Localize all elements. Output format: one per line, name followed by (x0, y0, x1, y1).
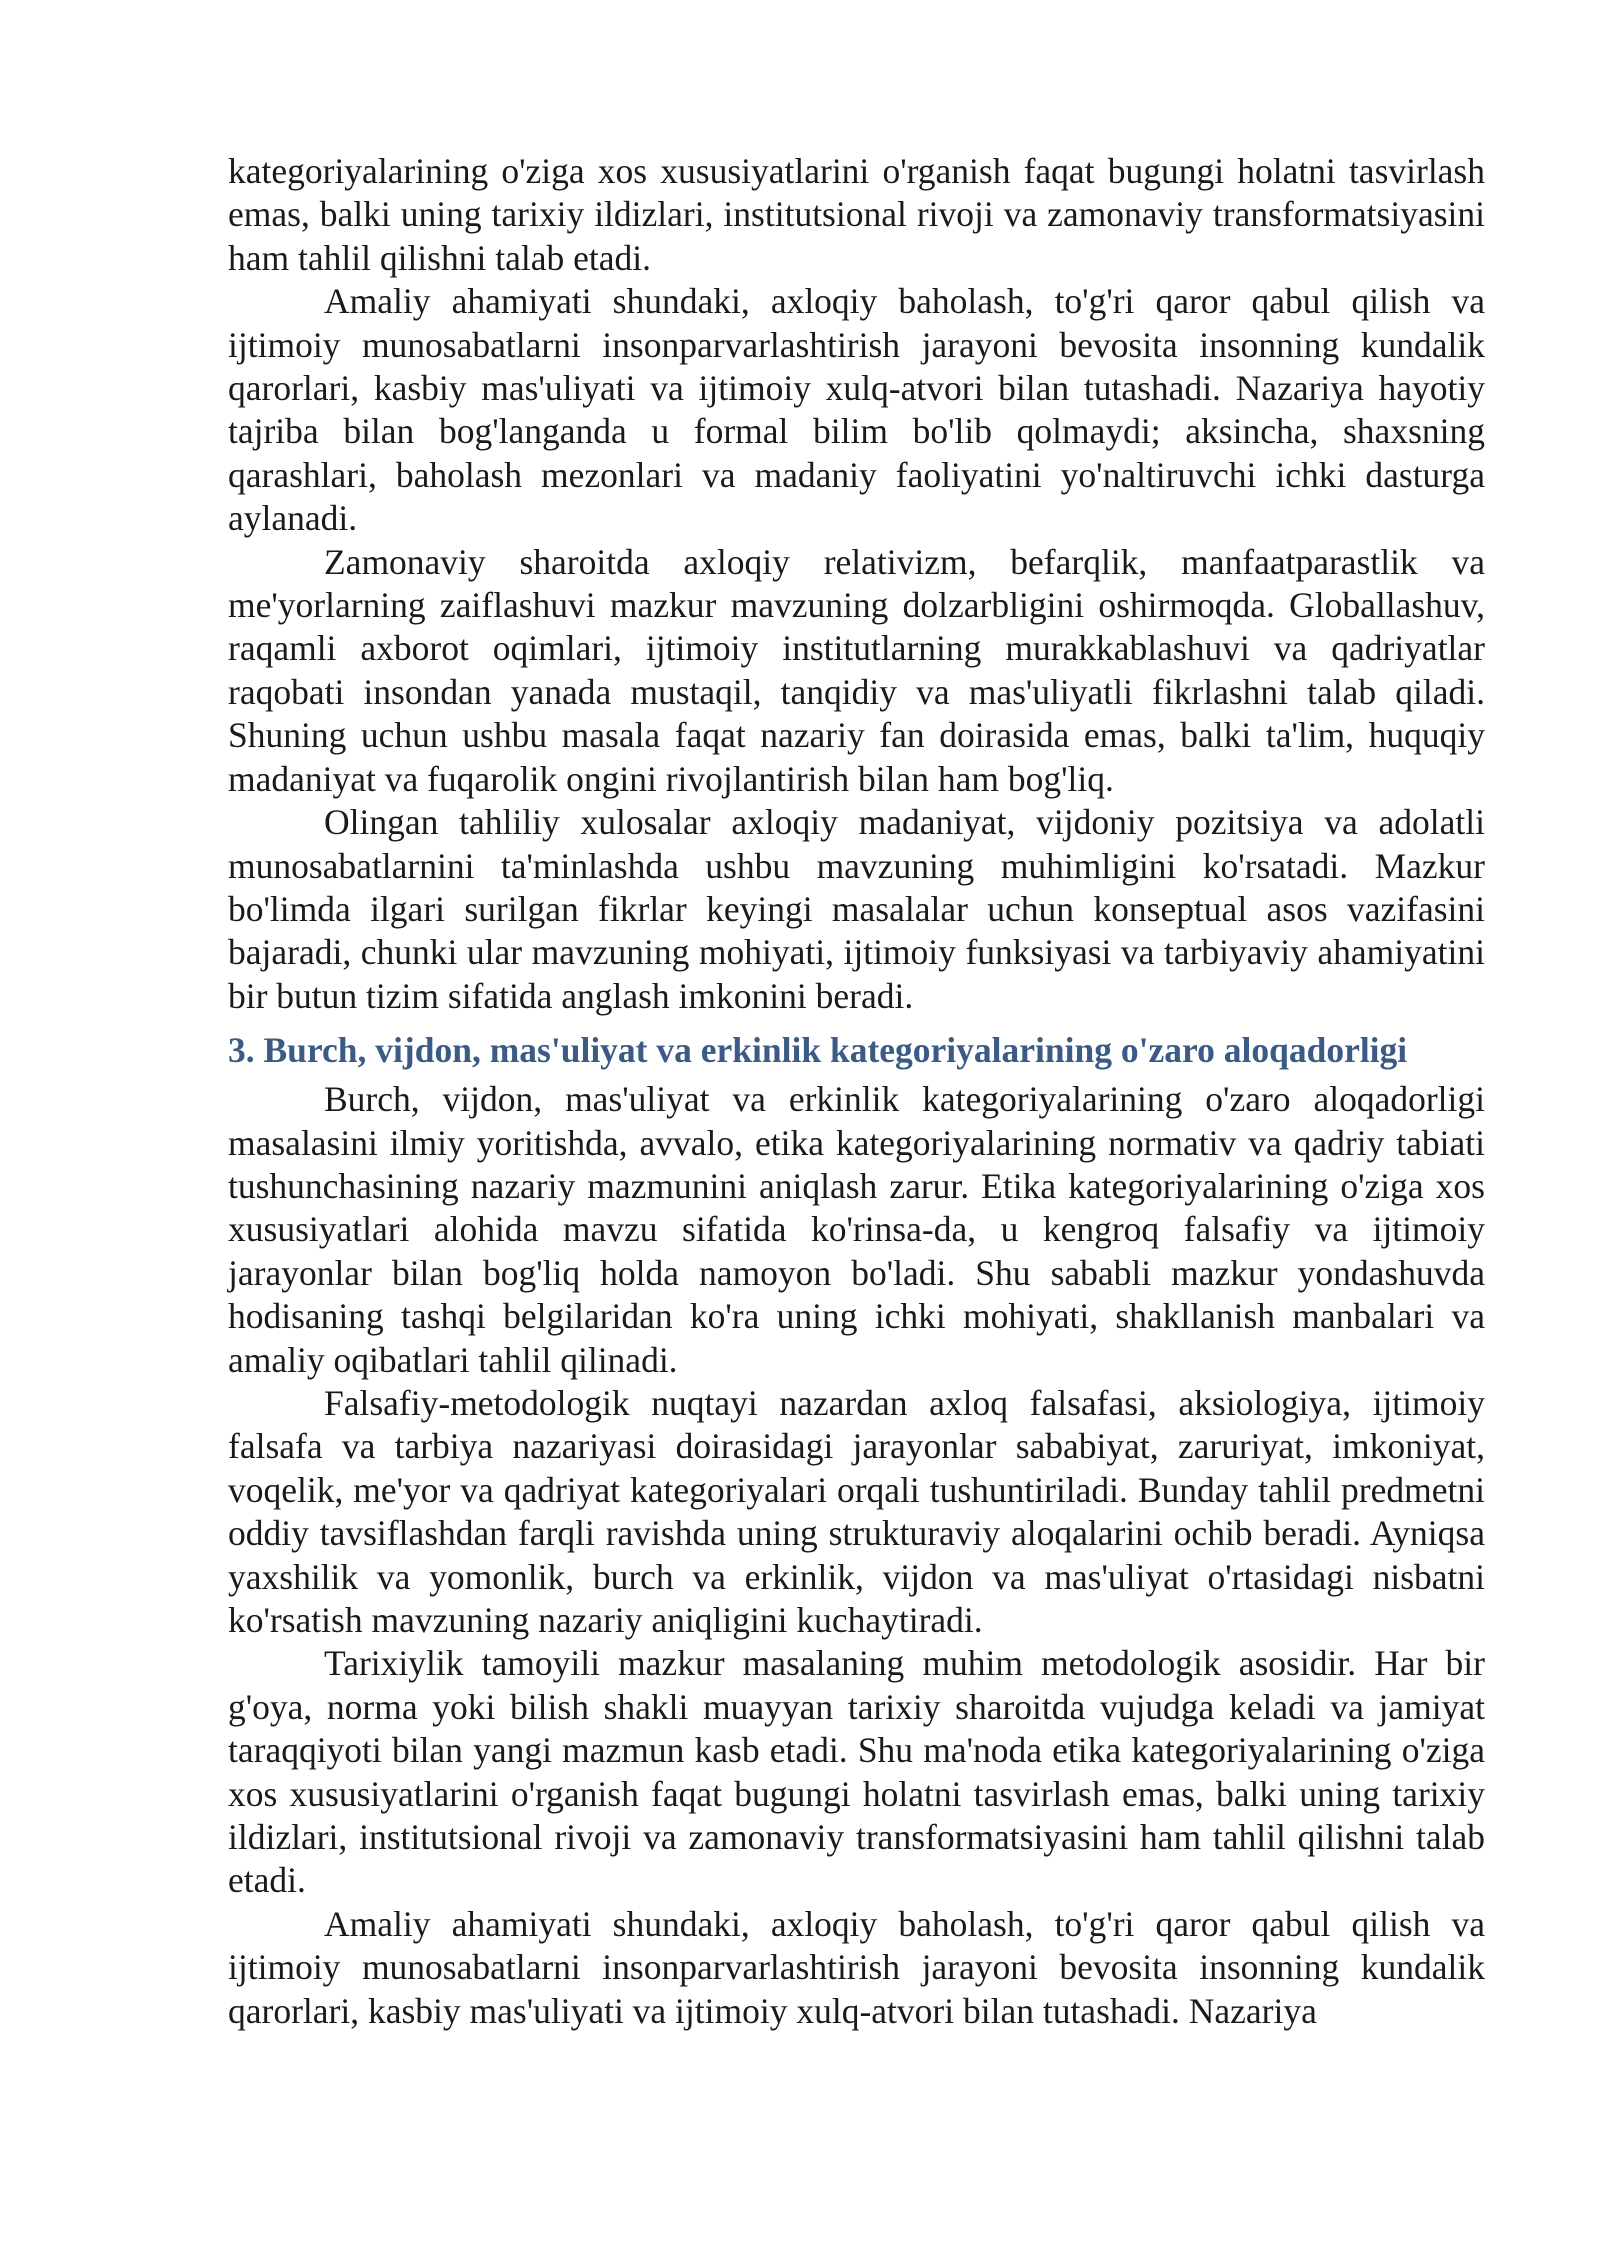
paragraph-bottom-2: Falsafiy-metodologik nuqtayi nazardan axloq falsafasi, aksiologiya, ijtimoiy falsafa va tarbiya nazariyasi doirasidagi jarayonlar sababiyat, zaruriyat, imkoniyat, voqelik, me'yor va qadriyat kategoriyalari orqali tushuntiriladi. Bunday tahlil predmetni oddiy tavsiflashdan farqli ravishda uning strukturaviy aloqalarini ochib beradi. Ayniqsa yaxshilik va yomonlik, burch va erkinlik, vijdon va mas'uliyat o'rtasidagi nisbatni ko'rsatish mavzuning nazariy aniqligini kuchaytiradi. (228, 1382, 1485, 1640)
paragraph-top-2: Amaliy ahamiyati shundaki, axloqiy baholash, to'g'ri qaror qabul qilish va ijtimoiy munosabatlarni insonparvarlashtirish jarayoni bevosita insonning kundalik qarorlari, kasbiy mas'uliyati va ijtimoiy xulq-atvori bilan tutashadi. Nazariya hayotiy tajriba bilan bog'langanda u formal bilim bo'lib qolmaydi; aksincha, shaxsning qarashlari, baholash mezonlari va madaniy faoliyatini yo'naltiruvchi ichki dasturga aylanadi. (228, 281, 1485, 539)
paragraph-top-1: kategoriyalarining o'ziga xos xususiyatlarini o'rganish faqat bugungi holatni tasvirlash emas, balki uning tarixiy ildizlari, institutsional rivoji va zamonaviy transformatsiyasini ham tahlil qilishni talab etadi. (228, 151, 1485, 278)
page-content (228, 150, 1485, 2033)
paragraph-top-3: Zamonaviy sharoitda axloqiy relativizm, befarqlik, manfaatparastlik va me'yorlarning zaiflashuvi mazkur mavzuning dolzarbligini oshirmoqda. Globallashuv, raqamli axborot oqimlari, ijtimoiy institutlarning murakkablashuvi va qadriyatlar raqobati insondan yanada mustaqil, tanqidiy va mas'uliyatli fikrlashni talab qiladi. Shuning uchun ushbu masala faqat nazariy fan doirasida emas, balki ta'lim, huquqiy madaniyat va fuqarolik ongini rivojlantirish bilan ham bog'liq. (228, 541, 1485, 799)
paragraph-bottom-4: Amaliy ahamiyati shundaki, axloqiy baholash, to'g'ri qaror qabul qilish va ijtimoiy munosabatlarni insonparvarlashtirish jarayoni bevosita insonning kundalik qarorlari, kasbiy mas'uliyati va ijtimoiy xulq-atvori bilan tutashadi. Nazariya (228, 1903, 1485, 2031)
paragraph-bottom-1: Burch, vijdon, mas'uliyat va erkinlik kategoriyalarining o'zaro aloqadorligi masalasini ilmiy yoritishda, avvalo, etika kategoriyalarining normativ va qadriy tabiati tushunchasining nazariy mazmunini aniqlash zarur. Etika kategoriyalarining o'ziga xos xususiyatlari alohida mavzu sifatida ko'rinsa-da, u kengroq falsafiy va ijtimoiy jarayonlar bilan bog'liq holda namoyon bo'ladi. Shu sababli mazkur yondashuvda hodisaning tashqi belgilaridan ko'ra uning ichki mohiyati, shakllanish manbalari va amaliy oqibatlari tahlil qilinadi. (228, 1079, 1485, 1380)
paragraph-bottom-3: Tarixiylik tamoyili mazkur masalaning muhim metodologik asosidir. Har bir g'oya, norma yoki bilish shakli muayyan tarixiy sharoitda vujudga keladi va jamiyat taraqqiyoti bilan yangi mazmun kasb etadi. Shu ma'noda etika kategoriyalarining o'ziga xos xususiyatlarini o'rganish faqat bugungi holatni tasvirlash emas, balki uning tarixiy ildizlari, institutsional rivoji va zamonaviy transformatsiyasini ham tahlil qilishni talab etadi. (228, 1643, 1485, 1901)
paragraph-top-4: Olingan tahliliy xulosalar axloqiy madaniyat, vijdoniy pozitsiya va adolatli munosabatlarnini ta'minlashda ushbu mavzuning muhimligini ko'rsatadi. Mazkur bo'limda ilgari surilgan fikrlar keyingi masalalar uchun konseptual asos vazifasini bajaradi, chunki ular mavzuning mohiyati, ijtimoiy funksiyasi va tarbiyaviy ahamiyatini bir butun tizim sifatida anglash imkonini beradi. (228, 802, 1485, 1016)
section-heading: 3. Burch, vijdon, mas'uliyat va erkinlik kategoriyalarining o'zaro aloqadorligi (228, 1030, 1408, 1071)
